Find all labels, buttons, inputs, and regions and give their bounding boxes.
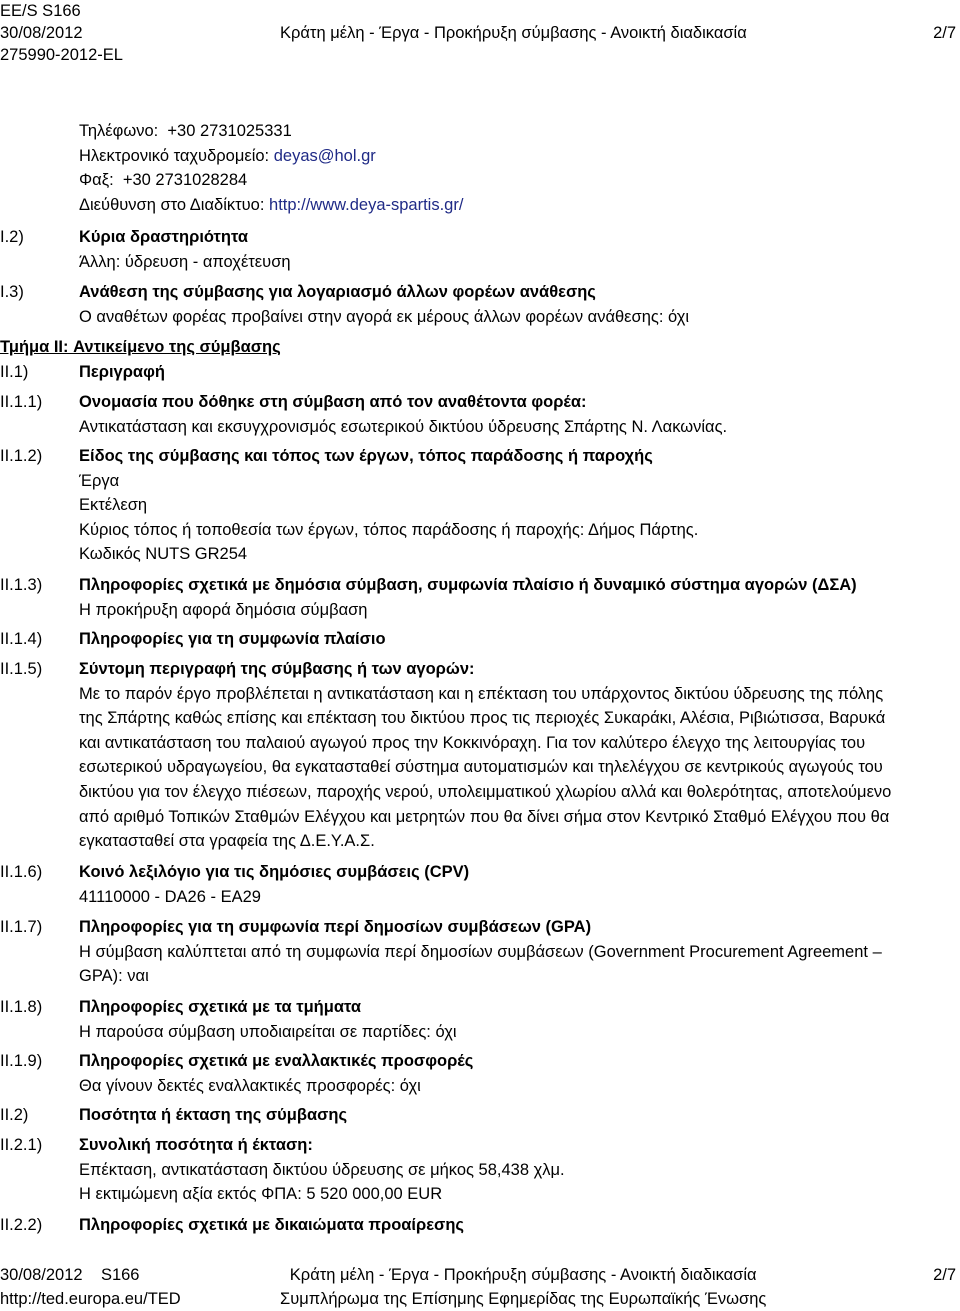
description-line: της Σπάρτης καθώς επίσης και επέκταση του δικτύου προς τις περιοχές Συκαράκι, Αλέσια, Ριβιώτισσα, Βαρυκά <box>79 709 886 728</box>
section-title: Συνολική ποσότητα ή έκταση: <box>79 1136 313 1154</box>
header-page: 2/7 <box>933 24 956 42</box>
contract-location: Κύριος τόπος ή τοποθεσία των έργων, τόπος παράδοσης ή παροχής: Δήμος Πάρτης. <box>79 520 699 539</box>
footer-page: 2/7 <box>933 1266 956 1284</box>
section-number: II.2) <box>0 1106 29 1124</box>
footer-title: Κράτη μέλη - Έργα - Προκήρυξη σύμβασης - Ανοικτή διαδικασία <box>289 1266 757 1284</box>
footer-subtitle: Συμπλήρωμα της Επίσημης Εφημερίδας της Ευρωπαϊκής Ένωσης <box>280 1290 767 1308</box>
section-title: Πληροφορίες σχετικά με δημόσια σύμβαση, συμφωνία πλαίσιο ή δυναμικό σύστημα αγορών (ΔΣΑ) <box>79 576 857 594</box>
estimated-value: Η εκτιμώμενη αξία εκτός ΦΠΑ: 5 520 000,00 EUR <box>79 1185 443 1204</box>
section-title: Είδος της σύμβασης και τόπος των έργων, τόπος παράδοσης ή παροχής <box>79 447 653 465</box>
section-title: Πληροφορίες για τη συμφωνία περί δημοσίων συμβάσεων (GPA) <box>79 918 592 936</box>
footer-url[interactable]: http://ted.europa.eu/TED <box>0 1290 181 1308</box>
web-label: Διεύθυνση στο Διαδίκτυο: <box>79 195 265 214</box>
cpv-code: 41110000 - DA26 - EA29 <box>79 887 261 906</box>
section-number: II.1.4) <box>0 630 43 648</box>
footer-center <box>280 1263 766 1311</box>
section-number: II.2.2) <box>0 1216 43 1234</box>
description-line: δικτύου για τον έλεγχο πιέσεων, παροχής νερού, υπολειμματικού χλωρίου αλλά και θολερότητας, αποτελούμενο <box>79 782 892 801</box>
header-title: Κράτη μέλη - Έργα - Προκήρυξη σύμβασης - Ανοικτή διαδικασία <box>280 24 747 42</box>
section-number: II.1) <box>0 363 29 381</box>
section-text: Αντικατάσταση και εκσυγχρονισμός εσωτερικού δικτύου ύδρευσης Σπάρτης Ν. Λακωνίας. <box>79 417 728 436</box>
footer-left <box>0 1263 181 1311</box>
section-text: Ο αναθέτων φορέας προβαίνει στην αγορά εκ μέρους άλλων φορέων ανάθεσης: όχι <box>79 307 690 326</box>
section-title: Σύντομη περιγραφή της σύμβασης ή των αγορών: <box>79 660 475 678</box>
section-number: I.3) <box>0 283 24 301</box>
fax-label: Φαξ: <box>79 171 114 190</box>
section-text: Θα γίνουν δεκτές εναλλακτικές προσφορές: όχι <box>79 1076 421 1095</box>
section-text: Άλλη: ύδρευση - αποχέτευση <box>79 252 291 271</box>
section-number: II.1.2) <box>0 447 43 465</box>
web-link[interactable]: http://www.deya-spartis.gr/ <box>269 195 464 214</box>
nuts-code: Κωδικός NUTS GR254 <box>79 545 248 564</box>
description-line: από αριθμό Τοπικών Σταθμών Ελέγχου και μετρητών που θα δίνει σήμα στον Κεντρικό Σταθμό Ελέγχου που θα <box>79 807 890 826</box>
section-number: II.1.3) <box>0 576 43 594</box>
contract-type: Έργα <box>79 471 120 490</box>
section-title: Πληροφορίες για τη συμφωνία πλαίσιο <box>79 630 386 648</box>
phone-line <box>79 119 951 144</box>
email-link[interactable]: deyas@hol.gr <box>273 146 376 165</box>
section-title: Ποσότητα ή έκταση της σύμβασης <box>79 1106 348 1124</box>
description-line: Με το παρόν έργο προβλέπεται η αντικατάσταση και η επέκταση του υπάρχοντος δικτύου ύδρευσης της πόλης <box>79 684 884 703</box>
section-title: Ονομασία που δόθηκε στη σύμβαση από τον αναθέτοντα φορέα: <box>79 393 587 411</box>
fax-line <box>79 168 951 193</box>
section-title: Πληροφορίες σχετικά με τα τμήματα <box>79 998 362 1016</box>
doc-code: EE/S S166 <box>0 2 81 20</box>
email-line <box>79 144 951 169</box>
page-footer <box>0 1263 960 1311</box>
section-title: Περιγραφή <box>79 363 165 381</box>
quantity-line: Επέκταση, αντικατάσταση δικτύου ύδρευσης σε μήκος 58,438 χλμ. <box>79 1160 565 1179</box>
section-title: Ανάθεση της σύμβασης για λογαριασμό άλλων φορέων ανάθεσης <box>79 283 596 301</box>
gpa-line: Η σύμβαση καλύπτεται από τη συμφωνία περί δημοσίων συμβάσεων (Government Procurement Agreement – <box>79 942 882 961</box>
part-ii-heading: Τμήμα II: Αντικείμενο της σύμβασης <box>0 338 281 356</box>
description-line: εσωτερικού υδραγωγείου, θα εγκατασταθεί σύστημα αυτοματισμών και τηλελέγχου σε κεντρικούς αγωγούς του <box>79 758 883 777</box>
header-ref: 275990-2012-EL <box>0 46 123 64</box>
section-number: II.1.7) <box>0 918 43 936</box>
section-text: Η προκήρυξη αφορά δημόσια σύμβαση <box>79 600 368 619</box>
section-number: II.1.5) <box>0 660 43 678</box>
phone-label: Τηλέφωνο: <box>79 122 159 140</box>
header-left <box>0 0 123 66</box>
footer-date: 30/08/2012 <box>0 1266 83 1284</box>
footer-issue: S166 <box>100 1266 140 1284</box>
section-title: Κύρια δραστηριότητα <box>79 228 249 246</box>
section-number: II.1.1) <box>0 393 43 411</box>
fax-value: +30 2731028284 <box>122 171 248 190</box>
gpa-line: GPA): ναι <box>79 967 149 986</box>
contract-kind: Εκτέλεση <box>79 496 148 515</box>
section-number: I.2) <box>0 228 24 246</box>
section-text: Η παρούσα σύμβαση υποδιαιρείται σε παρτίδες: όχι <box>79 1022 457 1041</box>
email-label: Ηλεκτρονικό ταχυδρομείο: <box>79 146 270 165</box>
section-number: II.1.9) <box>0 1052 43 1070</box>
page-header <box>0 0 960 72</box>
section-number: II.1.8) <box>0 998 43 1016</box>
section-number: II.2.1) <box>0 1136 43 1154</box>
section-title: Πληροφορίες σχετικά με εναλλακτικές προσφορές <box>79 1052 474 1070</box>
section-title: Κοινό λεξιλόγιο για τις δημόσιες συμβάσεις (CPV) <box>79 863 470 881</box>
section-title: Πληροφορίες σχετικά με δικαιώματα προαίρεσης <box>79 1216 464 1234</box>
description-line: εγκατασταθεί στα γραφεία της Δ.Ε.Υ.Α.Σ. <box>79 832 375 851</box>
description-line: και αντικατάσταση του παλαιού αγωγού προς την Κοκκινόραχη. Για τον καλύτερο έλεγχο της λειτουργίας του <box>79 733 866 752</box>
section-number: II.1.6) <box>0 863 43 881</box>
web-line <box>79 193 951 218</box>
header-date: 30/08/2012 <box>0 24 83 42</box>
phone-value: +30 2731025331 <box>167 122 292 140</box>
